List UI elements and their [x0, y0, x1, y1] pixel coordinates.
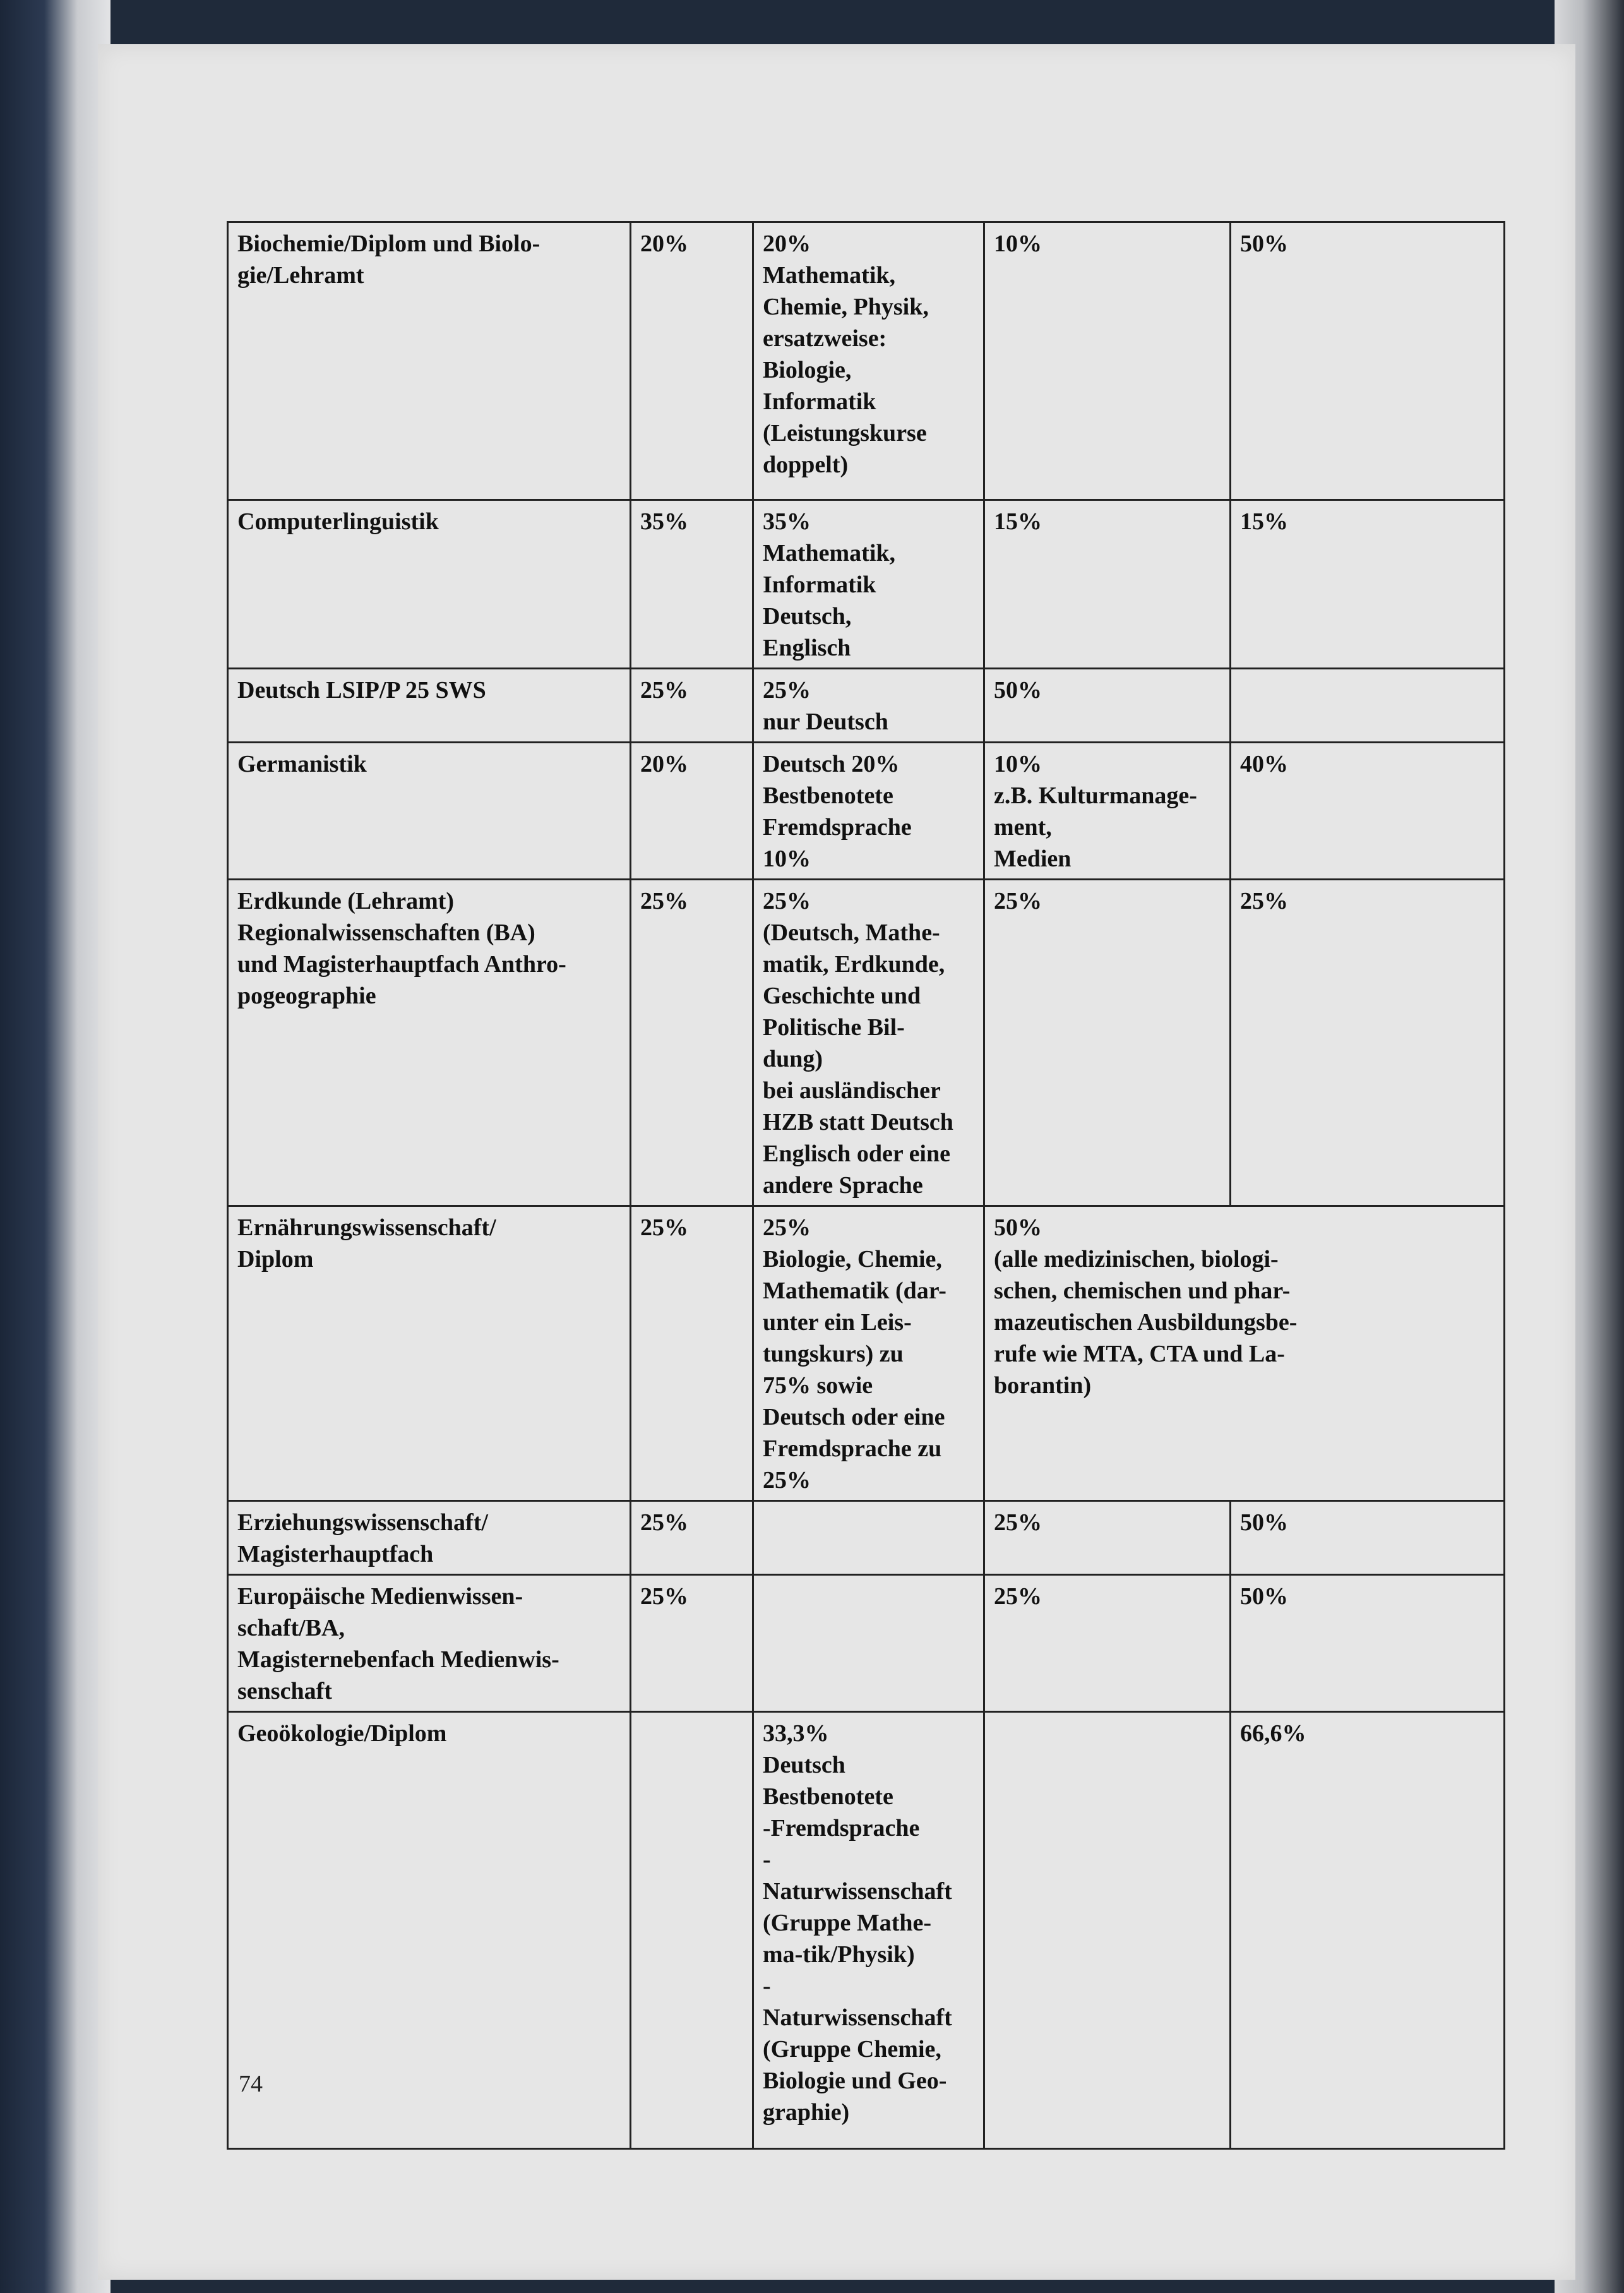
table-cell: 25%	[631, 1501, 753, 1575]
table-cell: 15%	[984, 500, 1231, 669]
table-row	[228, 500, 1505, 669]
table-cell: Geoökologie/Diplom	[228, 1712, 631, 2149]
table-cell: Computerlinguistik	[228, 500, 631, 669]
table-cell: Ernährungswissenschaft/ Diplom	[228, 1206, 631, 1501]
table-cell: 50% (alle medizinischen, biologi- schen, chemischen und phar- mazeutischen Ausbildungsbe- rufe wie MTA, CTA und La- borantin)	[984, 1206, 1505, 1501]
table-row	[228, 1575, 1505, 1712]
table-cell: 35%	[631, 500, 753, 669]
table-cell: 20%	[631, 743, 753, 880]
table-cell: 25%	[631, 669, 753, 743]
table-cell	[1231, 669, 1505, 743]
table-cell: Germanistik	[228, 743, 631, 880]
table-cell: 25% Biologie, Chemie, Mathematik (dar- unter ein Leis- tungskurs) zu 75% sowie Deutsch oder eine Fremdsprache zu 25%	[753, 1206, 984, 1501]
table-cell: 25%	[631, 1575, 753, 1712]
table-row	[228, 222, 1505, 500]
table-row	[228, 669, 1505, 743]
table-cell: 15%	[1231, 500, 1505, 669]
table-cell: 20% Mathematik, Chemie, Physik, ersatzweise: Biologie, Informatik (Leistungskurse doppelt)	[753, 222, 984, 500]
table-cell: 40%	[1231, 743, 1505, 880]
table-cell: Europäische Medienwissen- schaft/BA, Magisternebenfach Medienwis- senschaft	[228, 1575, 631, 1712]
table-cell	[753, 1575, 984, 1712]
table-cell: 10% z.B. Kulturmanage- ment, Medien	[984, 743, 1231, 880]
table-cell: 25%	[984, 880, 1231, 1206]
table-cell: 50%	[1231, 1501, 1505, 1575]
table-cell: Biochemie/Diplom und Biolo- gie/Lehramt	[228, 222, 631, 500]
table-cell: 10%	[984, 222, 1231, 500]
table-cell: 35% Mathematik, Informatik Deutsch, Englisch	[753, 500, 984, 669]
table-cell	[753, 1501, 984, 1575]
page-number: 74	[239, 2071, 263, 2097]
table-cell: 25%	[631, 1206, 753, 1501]
table-cell: 25%	[984, 1501, 1231, 1575]
table-cell: 20%	[631, 222, 753, 500]
table-cell	[631, 1712, 753, 2149]
table-cell: 66,6%	[1231, 1712, 1505, 2149]
table-cell: 25%	[631, 880, 753, 1206]
table-row	[228, 743, 1505, 880]
table-cell	[984, 1712, 1231, 2149]
table-cell: 25% (Deutsch, Mathe- matik, Erdkunde, Geschichte und Politische Bil- dung) bei ausländischer HZB statt Deutsch Englisch oder eine andere Sprache	[753, 880, 984, 1206]
table-cell: Deutsch LSIP/P 25 SWS	[228, 669, 631, 743]
table-cell: 33,3% Deutsch Bestbenotete -Fremdsprache - Naturwissenschaft (Gruppe Mathe- ma-tik/Physik) - Naturwissenschaft (Gruppe Chemie, Biologie und Geo- graphie)	[753, 1712, 984, 2149]
quota-table	[227, 221, 1505, 2150]
table-row	[228, 1712, 1505, 2149]
table-row	[228, 1501, 1505, 1575]
table-cell: Erziehungswissenschaft/ Magisterhauptfach	[228, 1501, 631, 1575]
table-cell: 50%	[1231, 222, 1505, 500]
table-cell: Deutsch 20% Bestbenotete Fremdsprache 10%	[753, 743, 984, 880]
table-cell: 50%	[984, 669, 1231, 743]
book-spine-edge	[0, 0, 110, 2293]
table-cell: Erdkunde (Lehramt) Regionalwissenschaften (BA) und Magisterhauptfach Anthro- pogeographie	[228, 880, 631, 1206]
table-cell: 25%	[1231, 880, 1505, 1206]
table-cell: 25%	[984, 1575, 1231, 1712]
table-cell: 50%	[1231, 1575, 1505, 1712]
table-cell: 25% nur Deutsch	[753, 669, 984, 743]
table-row	[228, 880, 1505, 1206]
table-row	[228, 1206, 1505, 1501]
quota-table-container	[227, 221, 1503, 2150]
